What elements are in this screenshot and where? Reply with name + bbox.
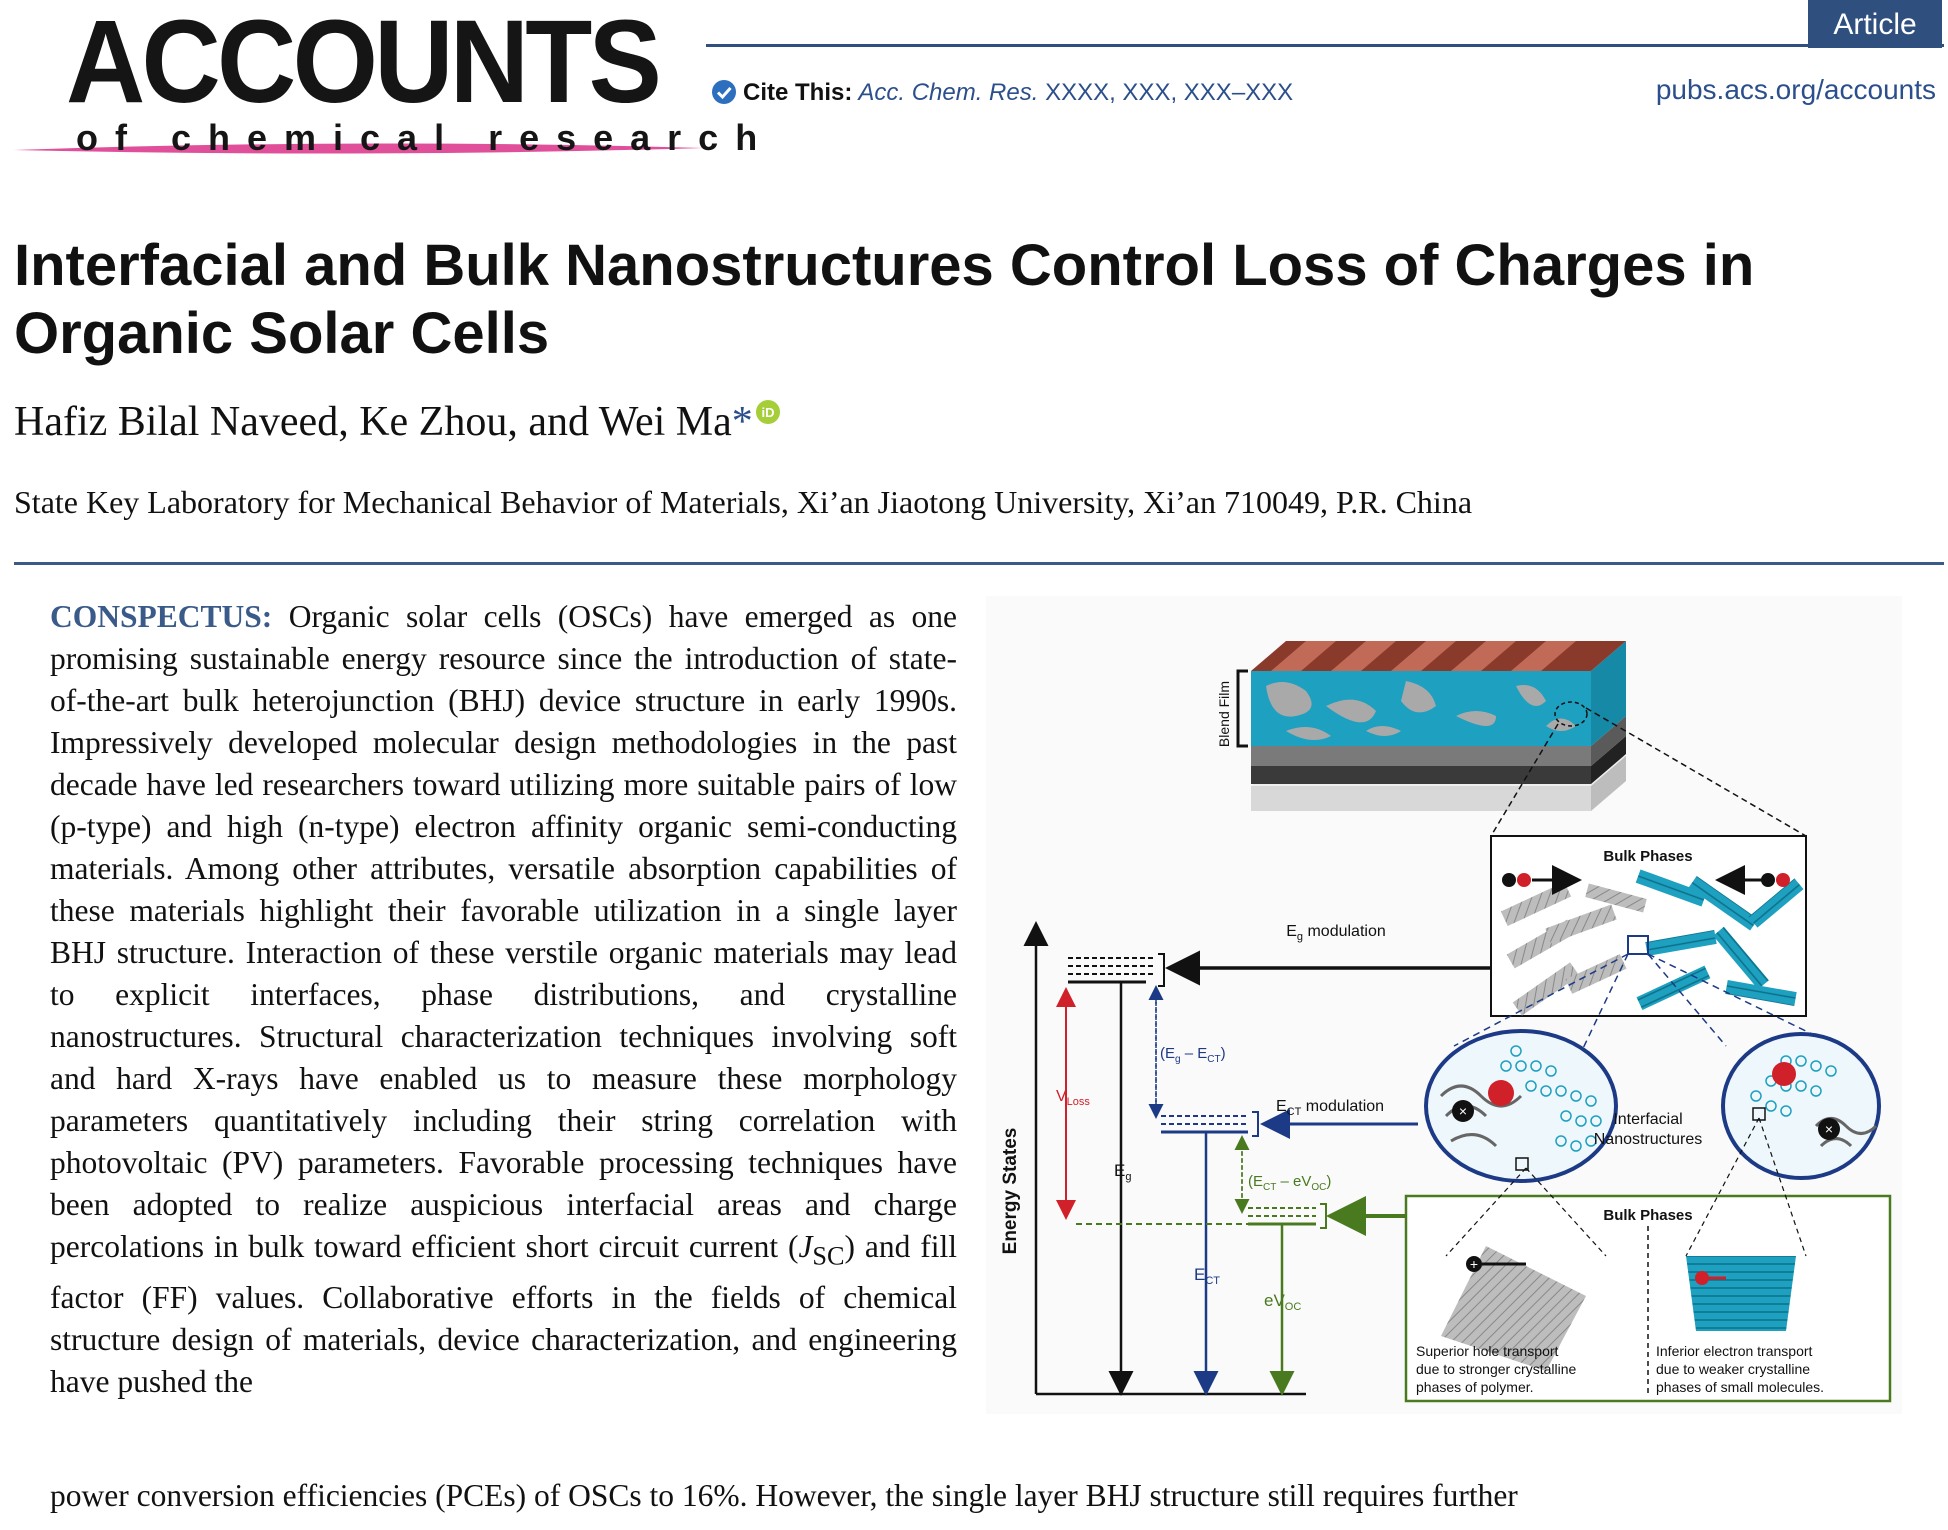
eg-label: $E_g$ [1114,1161,1132,1183]
bulk-phases-bottom-label: Bulk Phases [1603,1207,1693,1224]
conspectus-continuation: power conversion efficiencies (PCEs) of OSCs to 16%. However, the single layer BHJ structure still requires further [50,1478,1518,1513]
ect-minus-evoc-label: $(E_{CT} - eV_{OC})$ [1248,1173,1332,1193]
conspectus-text-1: Organic solar cells (OSCs) have emerged as one promising sustainable energy resource since the introduction of state-of-the-art bulk heterojunction (BHJ) device structure in early 1990s. Impressively developed molecular design methodologies in the past decade have led researchers toward utilizing more suitable pairs of low (p-type) and high (n-type) electron affinity organic semi-conducting materials. Among other attributes, versatile absorption capabilities of these materials highlight their favorable utilization in a single layer BHJ structure. Interaction of these verstile organic materials may lead to explicit interfaces, phase distributions, and crystalline nanostructures. Structural characterization techniques involving soft and hard X-rays have enabled us to measure these morphology parameters quantitatively including their string correlation with photovoltaic (PV) parameters. Favorable processing techniques have been adopted to realize auspicious interfacial areas and charge percolations in bulk toward efficient short circuit current ( [50,599,957,1264]
cite-volume[interactable]: XXXX, XXX, XXX–XXX [1045,79,1294,106]
cite-journal[interactable]: Acc. Chem. Res. [858,79,1039,106]
header-rule [706,44,1944,47]
bulk-phases-top-panel [1491,836,1806,1016]
evoc-label: $eV_{OC}$ [1264,1291,1302,1313]
journal-url-link[interactable]: pubs.acs.org/accounts [1655,74,1936,105]
svg-text:iD: iD [761,405,775,420]
energy-states-axis-label: Energy States [1000,1127,1021,1255]
svg-text:+: + [1469,1256,1479,1272]
eg-modulation-label: $E_g$ modulation [1286,923,1386,943]
svg-text:×: × [1458,1103,1468,1119]
interfacial-right-ellipse [1723,1034,1879,1178]
vloss-label: $V_{Loss}$ [1056,1088,1090,1108]
check-circle-icon [711,79,737,105]
interfacial-left-ellipse [1426,1031,1616,1181]
journal-logo-subtitle: of chemical research [76,117,775,158]
article-type-badge: Article [1808,0,1942,48]
conspectus-paragraph [50,596,957,1403]
cite-label: Cite This: [743,79,853,106]
device-stack-illustration [1216,641,1626,811]
svg-text:×: × [1824,1121,1834,1137]
conspectus-heading: CONSPECTUS: [50,599,273,634]
bulk-phases-top-label: Bulk Phases [1603,848,1693,865]
ect-modulation-label: $E_{CT}$ modulation [1276,1098,1385,1118]
caption-right: Inferior electron transport due to weaker crystalline phases of small molecules. [1656,1343,1825,1395]
eg-minus-ect-label: $(E_g - E_{CT})$ [1160,1045,1226,1065]
interfacial-label-line2: Nanostructures [1593,1131,1703,1148]
orcid-icon[interactable] [755,399,781,425]
jsc-symbol: J [798,1229,813,1264]
article-title: Interfacial and Bulk Nanostructures Control Loss of Charges in Organic Solar Cells [14,233,1755,366]
section-divider [14,562,1944,565]
author-list [14,396,781,448]
ect-label: $E_{CT}$ [1194,1265,1221,1287]
toc-figure [986,596,1902,1414]
interfacial-label-line1: Interfacial [1613,1111,1683,1128]
affiliation: State Key Laboratory for Mechanical Behavior of Materials, Xi’an Jiaotong University, Xi’an 710049, P.R. China [14,484,1473,520]
author-names: Hafiz Bilal Naveed, Ke Zhou, and Wei Ma [14,399,732,445]
blend-film-label: Blend Film [1216,680,1232,748]
corresponding-author-mark[interactable]: * [731,399,753,445]
conspectus-text-2: ) and fill factor (FF) values. Collaborative efforts in the fields of chemical structure design of materials, device characterization, and engineering have pushed the [50,1229,958,1400]
caption-left: Superior hole transport due to stronger crystalline phases of polymer. [1416,1343,1577,1395]
journal-logo: ACCOUNTS [66,0,659,128]
jsc-subscript: SC [812,1241,845,1271]
cite-line[interactable] [711,76,1293,110]
